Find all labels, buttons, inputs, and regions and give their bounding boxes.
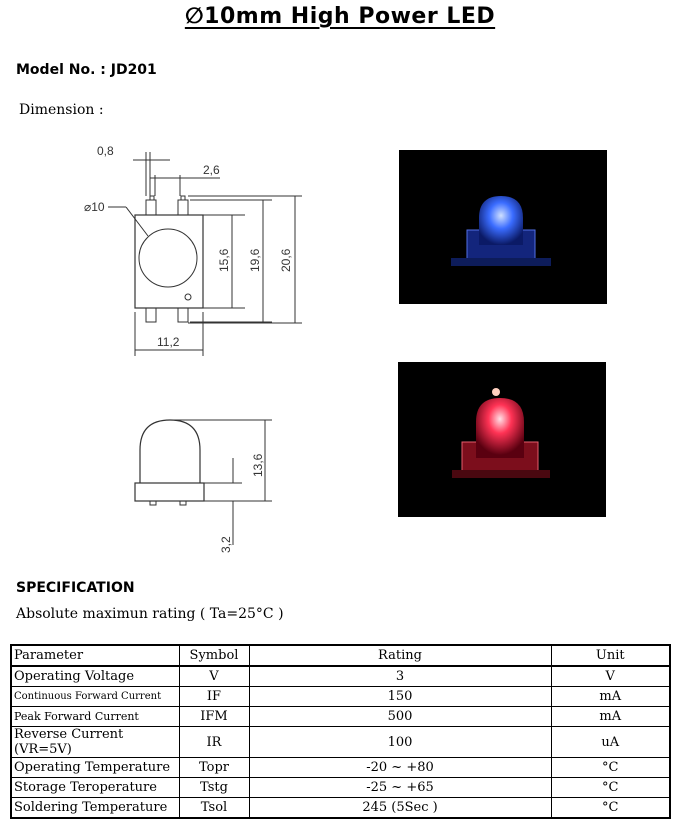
header-symbol: Symbol xyxy=(179,645,249,666)
cell-parameter: Soldering Temperature xyxy=(11,798,179,819)
cell-rating: -20 ~ +80 xyxy=(249,758,551,778)
cell-symbol: IF xyxy=(179,687,249,707)
dimension-label: Dimension : xyxy=(19,102,104,118)
cell-rating: 3 xyxy=(249,666,551,687)
cell-rating: 245 (5Sec ) xyxy=(249,798,551,819)
page-title: ∅10mm High Power LED xyxy=(184,4,496,29)
spec-subtitle: Absolute maximun rating ( Ta=25°C ) xyxy=(16,606,284,622)
dim-lead-pitch: 2,6 xyxy=(203,163,220,177)
cell-unit: V xyxy=(551,666,670,687)
dim-base-height: 3,2 xyxy=(219,536,233,553)
top-view-drawing xyxy=(84,144,302,356)
header-unit: Unit xyxy=(551,645,670,666)
cell-symbol: Topr xyxy=(179,758,249,778)
blue-led-photo xyxy=(399,150,607,304)
cell-rating: 100 xyxy=(249,727,551,758)
spec-heading: SPECIFICATION xyxy=(16,580,135,596)
table-row xyxy=(11,666,670,687)
table-row xyxy=(11,727,670,758)
cell-symbol: V xyxy=(179,666,249,687)
table-row xyxy=(11,707,670,727)
cell-unit: mA xyxy=(551,687,670,707)
cell-parameter: Storage Teroperature xyxy=(11,778,179,798)
side-view-drawing xyxy=(135,420,272,553)
cell-rating: -25 ~ +65 xyxy=(249,778,551,798)
cell-unit: °C xyxy=(551,798,670,819)
table-header-row xyxy=(11,645,670,666)
cell-symbol: IFM xyxy=(179,707,249,727)
model-number: Model No. : JD201 xyxy=(16,62,157,78)
table-row xyxy=(11,758,670,778)
dim-lead-width: 0,8 xyxy=(97,144,114,158)
dim-body-width: 11,2 xyxy=(157,335,180,349)
cell-parameter: Operating Voltage xyxy=(11,666,179,687)
spec-table xyxy=(10,644,671,819)
header-rating: Rating xyxy=(249,645,551,666)
dim-body-height: 15,6 xyxy=(217,248,231,272)
table-row xyxy=(11,798,670,819)
red-led-photo xyxy=(398,362,606,517)
cell-parameter: Peak Forward Current xyxy=(11,707,179,727)
cell-symbol: IR xyxy=(179,727,249,758)
cell-rating: 150 xyxy=(249,687,551,707)
dim-lens-diameter: ⌀10 xyxy=(84,200,105,214)
cell-parameter: Continuous Forward Current xyxy=(11,687,179,707)
table-row xyxy=(11,778,670,798)
dim-overall-height: 20,6 xyxy=(279,248,293,272)
cell-parameter: Operating Temperature xyxy=(11,758,179,778)
cell-unit: uA xyxy=(551,727,670,758)
cell-unit: °C xyxy=(551,758,670,778)
table-row xyxy=(11,687,670,707)
dim-total-height: 13,6 xyxy=(251,453,265,477)
cell-unit: mA xyxy=(551,707,670,727)
cell-symbol: Tsol xyxy=(179,798,249,819)
cell-parameter: Reverse Current (VR=5V) xyxy=(11,727,179,758)
dim-height-with-tabs: 19,6 xyxy=(248,248,262,272)
header-parameter: Parameter xyxy=(11,645,179,666)
cell-rating: 500 xyxy=(249,707,551,727)
cell-symbol: Tstg xyxy=(179,778,249,798)
cell-unit: °C xyxy=(551,778,670,798)
